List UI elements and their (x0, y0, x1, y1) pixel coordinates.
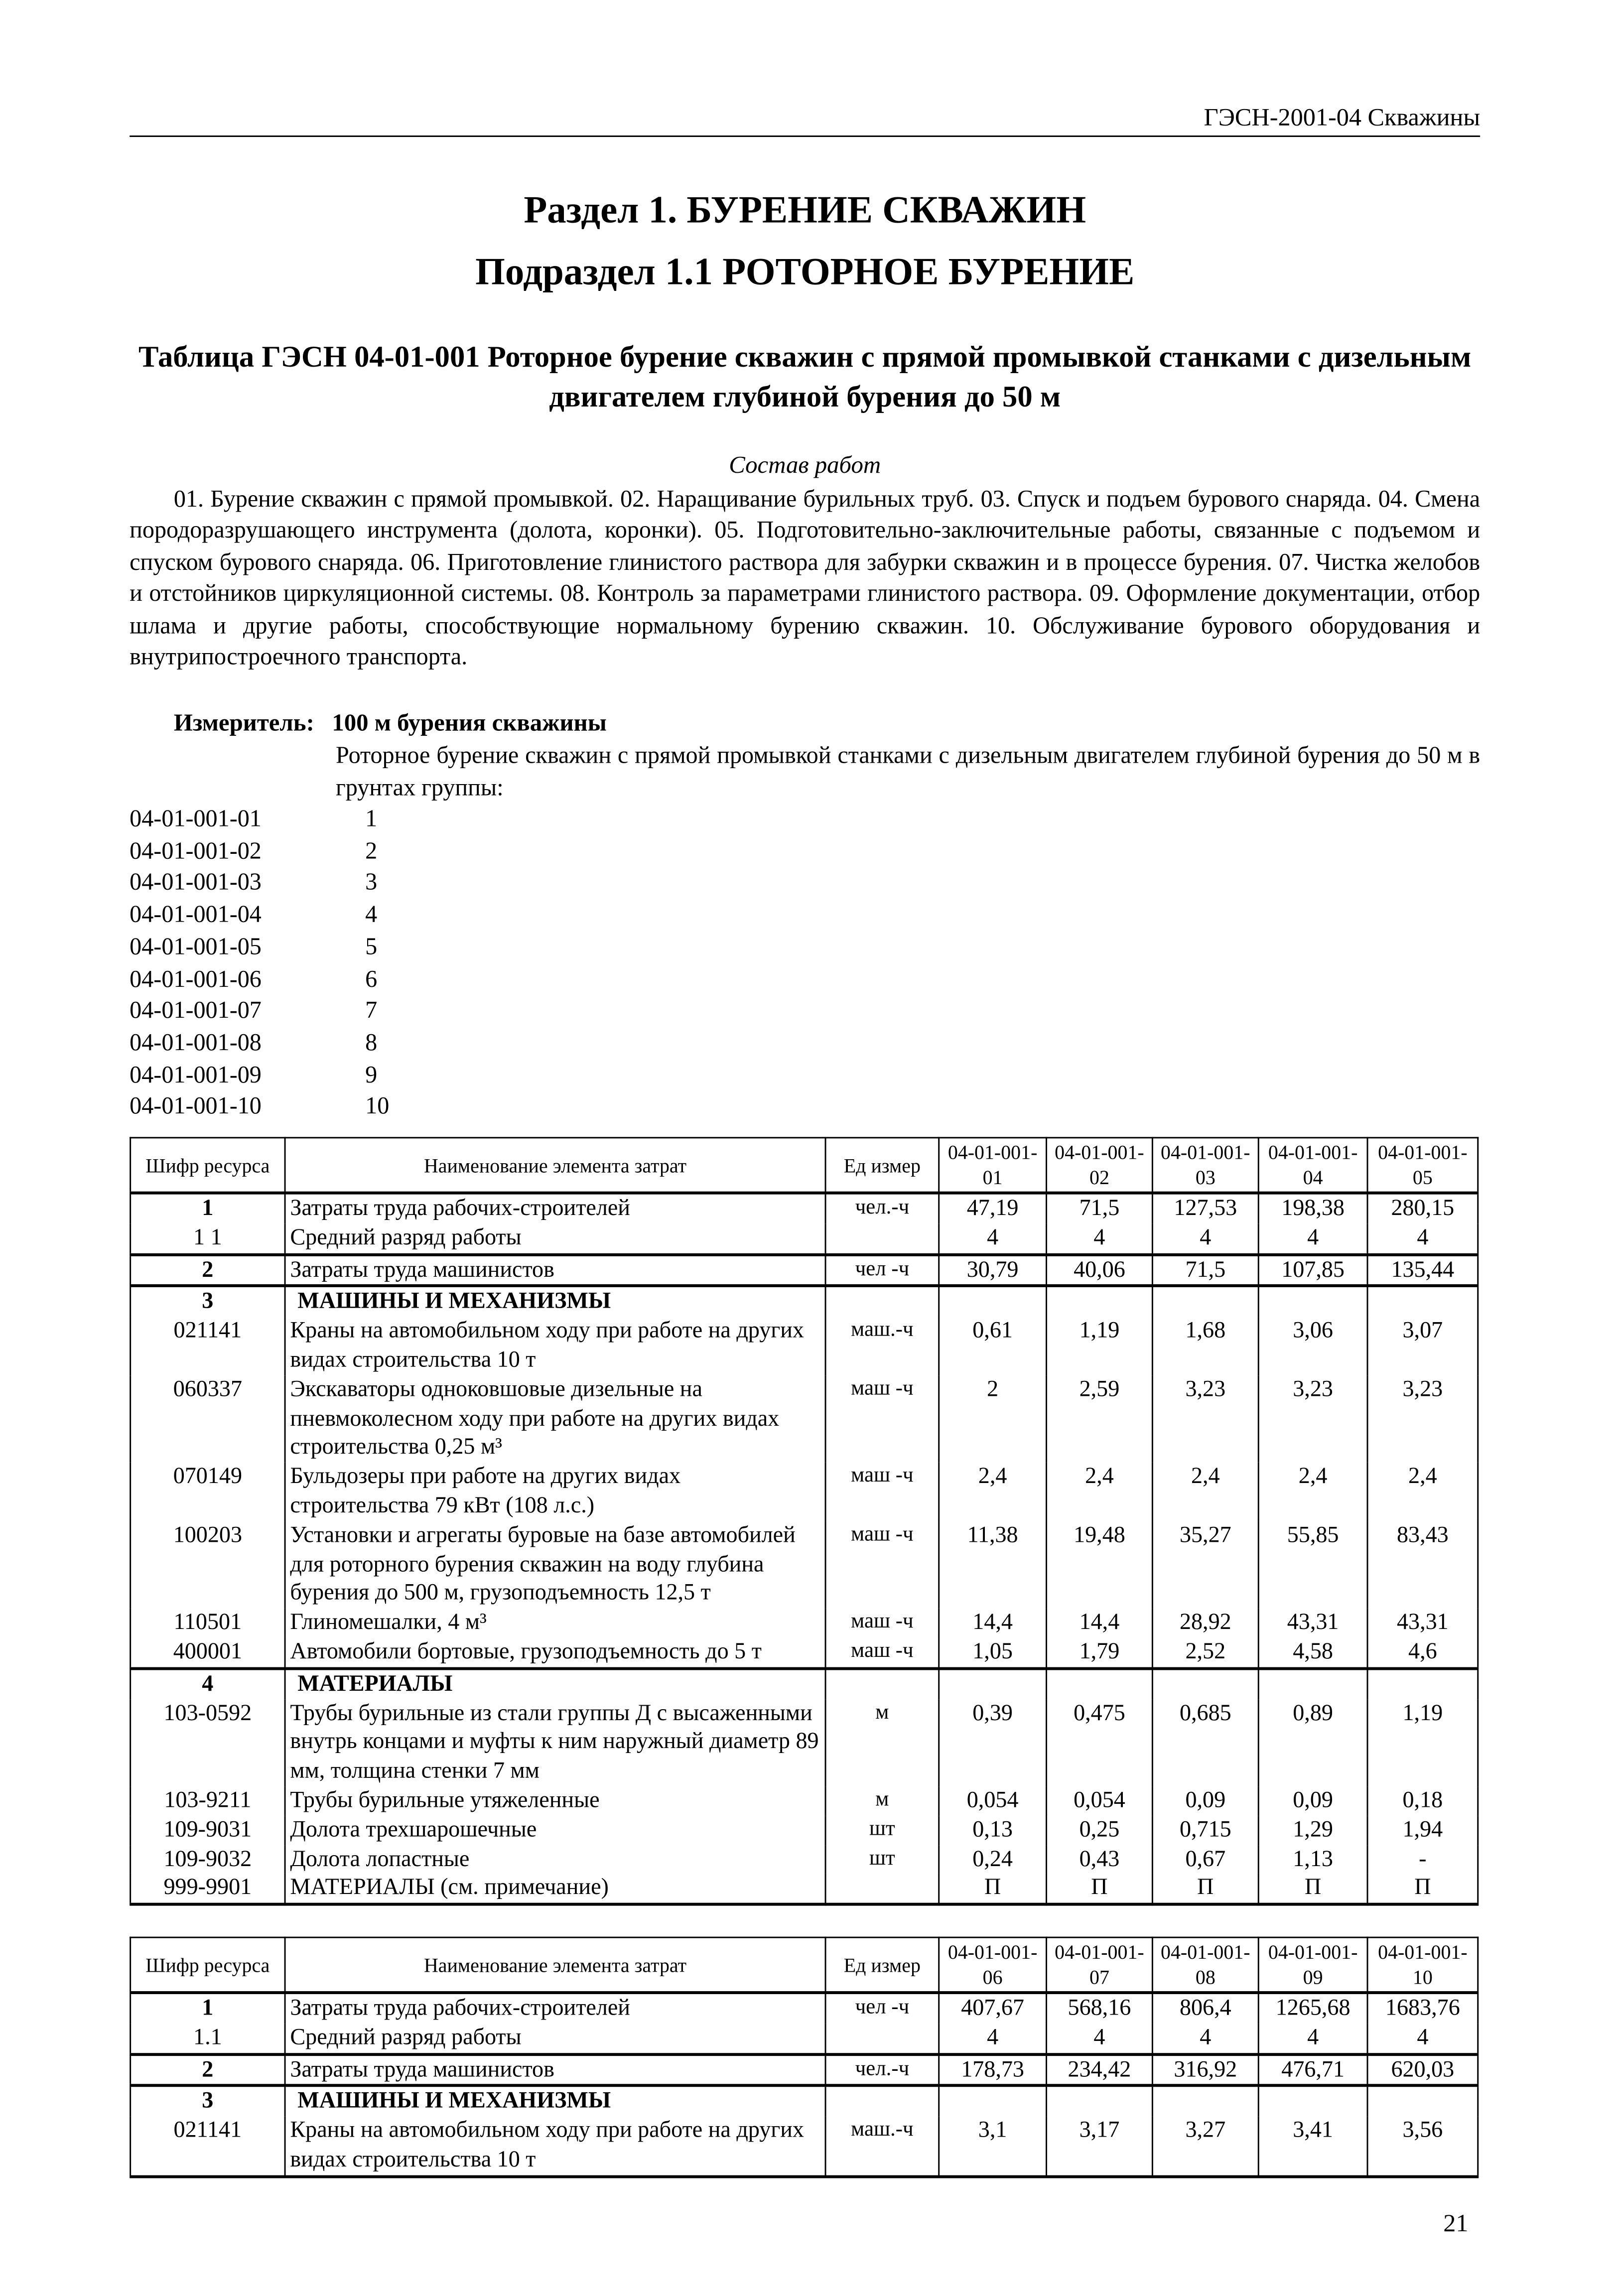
norm-description: Роторное бурение скважин с прямой промывкой станками с дизельным двигателем глубиной бурения до 50 м в грунтах группы: (336, 741, 1481, 801)
cost-element-name: Экскаваторы одноковшовые дизельные на пневмоколесном ходу при работе на других видах строительства 0,25 м³ (285, 1375, 825, 1463)
unit (825, 1223, 939, 1254)
value: 0,09 (1258, 1786, 1367, 1816)
value: 280,15 (1367, 1193, 1478, 1223)
unit: м (825, 1699, 939, 1786)
value: 2,4 (1047, 1463, 1153, 1521)
norm-code: 04-01-001-02 (130, 836, 262, 864)
value: 43,31 (1258, 1609, 1367, 1638)
norm-code-row (130, 899, 389, 931)
norm-code-row (130, 803, 389, 834)
value: 55,85 (1258, 1521, 1367, 1609)
value: 4 (1152, 2023, 1258, 2053)
value: 1683,76 (1367, 1993, 1478, 2023)
soil-group: 2 (365, 836, 378, 864)
value: 83,43 (1367, 1521, 1478, 1609)
value: П (1258, 1874, 1367, 1904)
value: 14,4 (939, 1609, 1047, 1638)
unit (825, 2023, 939, 2053)
table-row (131, 1699, 1478, 1786)
resource-code: 103-9211 (131, 1786, 285, 1816)
unit: маш.-ч (825, 1317, 939, 1375)
value: 2,4 (1367, 1463, 1478, 1521)
norm-code: 04-01-001-03 (130, 868, 262, 896)
value: 1,19 (1047, 1317, 1153, 1375)
norm-code: 04-01-001-04 (130, 900, 262, 928)
value (1047, 1668, 1153, 1699)
column-header: 04-01-001-04 (1258, 1138, 1367, 1193)
table-row (131, 1815, 1478, 1845)
table-row (131, 1375, 1478, 1463)
measure (174, 708, 624, 738)
value (939, 1286, 1047, 1317)
unit: чел.-ч (825, 2054, 939, 2086)
value: 3,23 (1152, 1375, 1258, 1463)
value: 316,92 (1152, 2054, 1258, 2086)
cost-element-name: Долота лопастные (285, 1845, 825, 1874)
value: 4 (939, 1223, 1047, 1254)
value (1047, 1286, 1153, 1317)
unit (825, 1668, 939, 1699)
value: 3,07 (1367, 1317, 1478, 1375)
value: 4 (1047, 2023, 1153, 2053)
resource-code: 1 (131, 1193, 285, 1223)
value: 1,05 (939, 1637, 1047, 1668)
composition-label: Состав работ (729, 450, 881, 479)
value (1367, 1668, 1478, 1699)
value: 4,6 (1367, 1637, 1478, 1668)
value: 178,73 (939, 2054, 1047, 2086)
measure-label: Измеритель: (173, 708, 314, 737)
value: 3,27 (1152, 2117, 1258, 2176)
cost-element-name: Бульдозеры при работе на других видах строительства 79 кВт (108 л.с.) (285, 1463, 825, 1521)
value: 3,17 (1047, 2117, 1153, 2176)
table-row (131, 1286, 1478, 1317)
cost-element-name: Затраты труда рабочих-строителей (285, 1193, 825, 1223)
value: 0,89 (1258, 1699, 1367, 1786)
row-group (131, 1286, 1478, 1668)
value: 135,44 (1367, 1254, 1478, 1286)
column-header: Наименование элемента затрат (285, 1937, 825, 1993)
cost-element-name: Трубы бурильные из стали группы Д с высаженными внутрь концами и муфты к ним наружный диаметр 89 мм, толщина стенки 7 мм (285, 1699, 825, 1786)
value: П (1152, 1874, 1258, 1904)
unit: маш -ч (825, 1463, 939, 1521)
value: 234,42 (1047, 2054, 1153, 2086)
column-header: Шифр ресурса (131, 1138, 285, 1193)
cost-element-name: Средний разряд работы (285, 1223, 825, 1254)
value: 3,56 (1367, 2117, 1478, 2176)
row-group (131, 1993, 1478, 2054)
norm-code: 04-01-001-08 (130, 1028, 262, 1056)
norm-code-row (130, 1026, 389, 1058)
resource-code: 109-9032 (131, 1845, 285, 1874)
value: 47,19 (939, 1193, 1047, 1223)
value: 3,1 (939, 2117, 1047, 2176)
value: 198,38 (1258, 1193, 1367, 1223)
column-header: 04-01-001-07 (1047, 1937, 1153, 1993)
cost-element-name: Долота трехшарошечные (285, 1815, 825, 1845)
composition-text: 01. Бурение скважин с прямой промывкой. 02. Наращивание бурильных труб. 03. Спуск и подъем бурового снаряда. 04. Смена породоразрушающего инструмента (долота, коронки). 05. Подготовительно-заключительные работы, связанные с подъемом и спуском бурового снаряда. 06. Приготовление глинистого раствора для забурки скважин и в процессе бурения. 07. Чистка желобов и отстойников циркуляционной системы. 08. Контроль за параметрами глинистого раствора. 09. Оформление документации, отбор шлама и другие работы, способствующие нормальному бурению скважин. 10. Обслуживание бурового оборудования и внутрипостроечного транспорта. (130, 484, 1481, 671)
value: 71,5 (1152, 1254, 1258, 1286)
unit: чел -ч (825, 1254, 939, 1286)
unit (825, 1286, 939, 1317)
value (1047, 2086, 1153, 2116)
column-header: Ед измер (825, 1138, 939, 1193)
cost-element-name: Затраты труда рабочих-строителей (285, 1993, 825, 2023)
value: 28,92 (1152, 1609, 1258, 1638)
unit: маш -ч (825, 1375, 939, 1463)
resource-code: 2 (131, 1254, 285, 1286)
value: 3,06 (1258, 1317, 1367, 1375)
norm-code-list (130, 803, 389, 1122)
norm-code-row (130, 931, 389, 962)
value (1152, 2086, 1258, 2116)
value: 0,18 (1367, 1786, 1478, 1816)
value: 1265,68 (1258, 1993, 1367, 2023)
row-group (131, 1193, 1478, 1254)
value: 0,13 (939, 1815, 1047, 1845)
column-header: 04-01-001-08 (1152, 1937, 1258, 1993)
unit: маш.-ч (825, 2117, 939, 2176)
value: 1,79 (1047, 1637, 1153, 1668)
resource-code: 110501 (131, 1609, 285, 1638)
value (1152, 1286, 1258, 1317)
value: 4 (1152, 1223, 1258, 1254)
cost-element-name: Краны на автомобильном ходу при работе на других видах строительства 10 т (285, 1317, 825, 1375)
value (939, 2086, 1047, 2116)
value (1367, 1286, 1478, 1317)
soil-group: 3 (365, 868, 378, 896)
column-header: 04-01-001-09 (1258, 1937, 1367, 1993)
value: 43,31 (1367, 1609, 1478, 1638)
unit (825, 2086, 939, 2116)
value: 19,48 (1047, 1521, 1153, 1609)
table-row (131, 1521, 1478, 1609)
value: 0,43 (1047, 1845, 1153, 1874)
value: 71,5 (1047, 1193, 1153, 1223)
table-row (131, 1463, 1478, 1521)
resource-code: 100203 (131, 1521, 285, 1609)
unit: маш -ч (825, 1521, 939, 1609)
column-header: 04-01-001-06 (939, 1937, 1047, 1993)
table-row (131, 2086, 1478, 2116)
header-row (131, 1937, 1478, 1993)
cost-element-name: Установки и агрегаты буровые на базе автомобилей для роторного бурения скважин на воду глубина бурения до 500 м, грузоподъемность 12,5 т (285, 1521, 825, 1609)
norm-code-row (130, 1059, 389, 1090)
table-row (131, 1223, 1478, 1254)
resource-code: 060337 (131, 1375, 285, 1463)
value: 1,19 (1367, 1699, 1478, 1786)
value: 0,054 (939, 1786, 1047, 1816)
norm-code-row (130, 962, 389, 994)
running-header: ГЭСН-2001-04 Скважины (130, 103, 1480, 137)
value: - (1367, 1845, 1478, 1874)
cost-element-name: МАШИНЫ И МЕХАНИЗМЫ (285, 2086, 825, 2116)
soil-group: 8 (365, 1028, 378, 1056)
header-row (131, 1138, 1478, 1193)
row-group (131, 1668, 1478, 1904)
table-row (131, 1668, 1478, 1699)
soil-group: 5 (365, 932, 378, 960)
value: 1,13 (1258, 1845, 1367, 1874)
table-title: Таблица ГЭСН 04-01-001 Роторное бурение скважин с прямой промывкой станками с дизельным двигателем глубиной бурения до 50 м (138, 341, 1472, 414)
cost-element-name: Глиномешалки, 4 м³ (285, 1609, 825, 1638)
cost-element-name: Затраты труда машинистов (285, 1254, 825, 1286)
soil-group: 9 (365, 1060, 378, 1088)
value: 0,24 (939, 1845, 1047, 1874)
value: 0,67 (1152, 1845, 1258, 1874)
value: 0,09 (1152, 1786, 1258, 1816)
unit (825, 1874, 939, 1904)
value: 0,475 (1047, 1699, 1153, 1786)
value: 0,25 (1047, 1815, 1153, 1845)
value: 14,4 (1047, 1609, 1153, 1638)
resource-code: 021141 (131, 2117, 285, 2176)
norm-code-row (130, 834, 389, 866)
measure-value: 100 м бурения скважины (332, 708, 607, 737)
value: 620,03 (1367, 2054, 1478, 2086)
norm-code: 04-01-001-01 (130, 804, 262, 832)
value: 3,23 (1367, 1375, 1478, 1463)
soil-group: 4 (365, 900, 378, 928)
value: 4 (1258, 1223, 1367, 1254)
value: 11,38 (939, 1521, 1047, 1609)
column-header: Шифр ресурса (131, 1937, 285, 1993)
value: 3,41 (1258, 2117, 1367, 2176)
cost-element-name: Автомобили бортовые, грузоподъемность до 5 т (285, 1637, 825, 1668)
value: 3,23 (1258, 1375, 1367, 1463)
value: 2,59 (1047, 1375, 1153, 1463)
resource-code: 2 (131, 2054, 285, 2086)
value: 0,715 (1152, 1815, 1258, 1845)
value (1258, 2086, 1367, 2116)
value: 40,06 (1047, 1254, 1153, 1286)
unit: шт (825, 1815, 939, 1845)
value (1152, 1668, 1258, 1699)
resource-table-2 (130, 1937, 1479, 2178)
row-group (131, 2054, 1478, 2086)
norm-code: 04-01-001-05 (130, 932, 262, 960)
cost-element-name: Затраты труда машинистов (285, 2054, 825, 2086)
soil-group: 1 (365, 804, 378, 832)
row-group (131, 1254, 1478, 1286)
table-row (131, 1845, 1478, 1874)
resource-code: 103-0592 (131, 1699, 285, 1786)
resource-code: 4 (131, 1668, 285, 1699)
unit: м (825, 1786, 939, 1816)
value: 35,27 (1152, 1521, 1258, 1609)
resource-code: 070149 (131, 1463, 285, 1521)
soil-group: 6 (365, 964, 378, 992)
column-header: Наименование элемента затрат (285, 1138, 825, 1193)
subsection-title: Подраздел 1.1 РОТОРНОЕ БУРЕНИЕ (475, 250, 1135, 293)
value (1367, 2086, 1478, 2116)
resource-code: 1.1 (131, 2023, 285, 2053)
resource-code: 021141 (131, 1317, 285, 1375)
value: 127,53 (1152, 1193, 1258, 1223)
value: 1,94 (1367, 1815, 1478, 1845)
value: 476,71 (1258, 2054, 1367, 2086)
value: 2,52 (1152, 1637, 1258, 1668)
cost-element-name: Средний разряд работы (285, 2023, 825, 2053)
value: 30,79 (939, 1254, 1047, 1286)
value: 107,85 (1258, 1254, 1367, 1286)
unit: маш -ч (825, 1609, 939, 1638)
cost-element-name: МАТЕРИАЛЫ (см. примечание) (285, 1874, 825, 1904)
table-row (131, 1993, 1478, 2023)
value: 0,054 (1047, 1786, 1153, 1816)
table-row (131, 2023, 1478, 2053)
cost-element-name: Краны на автомобильном ходу при работе на других видах строительства 10 т (285, 2117, 825, 2176)
value: 4,58 (1258, 1637, 1367, 1668)
value: 0,39 (939, 1699, 1047, 1786)
norm-code: 04-01-001-09 (130, 1060, 262, 1088)
value: 4 (939, 2023, 1047, 2053)
value (1258, 1286, 1367, 1317)
table-row (131, 1609, 1478, 1638)
table-row (131, 1317, 1478, 1375)
table-row (131, 1193, 1478, 1223)
value: 0,685 (1152, 1699, 1258, 1786)
value (939, 1668, 1047, 1699)
column-header: 04-01-001-05 (1367, 1138, 1478, 1193)
resource-code: 999-9901 (131, 1874, 285, 1904)
page-number: 21 (1443, 2209, 1469, 2237)
unit: чел -ч (825, 1993, 939, 2023)
resource-code: 1 1 (131, 1223, 285, 1254)
row-group (131, 2086, 1478, 2176)
value: 1,68 (1152, 1317, 1258, 1375)
value: 407,67 (939, 1993, 1047, 2023)
column-header: 04-01-001-03 (1152, 1138, 1258, 1193)
value: 2,4 (1258, 1463, 1367, 1521)
section-title: Раздел 1. БУРЕНИЕ СКВАЖИН (524, 188, 1086, 232)
table-row (131, 1874, 1478, 1904)
unit: шт (825, 1845, 939, 1874)
column-header: 04-01-001-01 (939, 1138, 1047, 1193)
norm-code-row (130, 1090, 389, 1122)
soil-group: 10 (365, 1091, 390, 1120)
value: 2,4 (1152, 1463, 1258, 1521)
value: 2,4 (939, 1463, 1047, 1521)
resource-table-1 (130, 1137, 1479, 1906)
resource-code: 3 (131, 1286, 285, 1317)
norm-code-row (130, 994, 389, 1026)
norm-code: 04-01-001-06 (130, 964, 262, 992)
column-header: Ед измер (825, 1937, 939, 1993)
unit: чел.-ч (825, 1193, 939, 1223)
column-header: 04-01-001-02 (1047, 1138, 1153, 1193)
resource-code: 400001 (131, 1637, 285, 1668)
value: 4 (1258, 2023, 1367, 2053)
table-row (131, 2054, 1478, 2086)
value: П (1367, 1874, 1478, 1904)
value: 568,16 (1047, 1993, 1153, 2023)
cost-element-name: МАШИНЫ И МЕХАНИЗМЫ (285, 1286, 825, 1317)
value: П (939, 1874, 1047, 1904)
value: 1,29 (1258, 1815, 1367, 1845)
resource-code: 109-9031 (131, 1815, 285, 1845)
table-row (131, 1637, 1478, 1668)
table-row (131, 1254, 1478, 1286)
norm-code: 04-01-001-07 (130, 996, 262, 1024)
soil-group: 7 (365, 996, 378, 1024)
unit: маш -ч (825, 1637, 939, 1668)
table-row (131, 2117, 1478, 2176)
norm-code-row (130, 867, 389, 899)
cost-element-name: Трубы бурильные утяжеленные (285, 1786, 825, 1816)
column-header: 04-01-001-10 (1367, 1937, 1478, 1993)
table-row (131, 1786, 1478, 1816)
cost-element-name: МАТЕРИАЛЫ (285, 1668, 825, 1699)
value: 2 (939, 1375, 1047, 1463)
norm-code: 04-01-001-10 (130, 1091, 262, 1120)
value: 4 (1047, 1223, 1153, 1254)
value: П (1047, 1874, 1153, 1904)
value: 0,61 (939, 1317, 1047, 1375)
resource-code: 3 (131, 2086, 285, 2116)
resource-code: 1 (131, 1993, 285, 2023)
value: 4 (1367, 2023, 1478, 2053)
value: 4 (1367, 1223, 1478, 1254)
value: 806,4 (1152, 1993, 1258, 2023)
value (1258, 1668, 1367, 1699)
